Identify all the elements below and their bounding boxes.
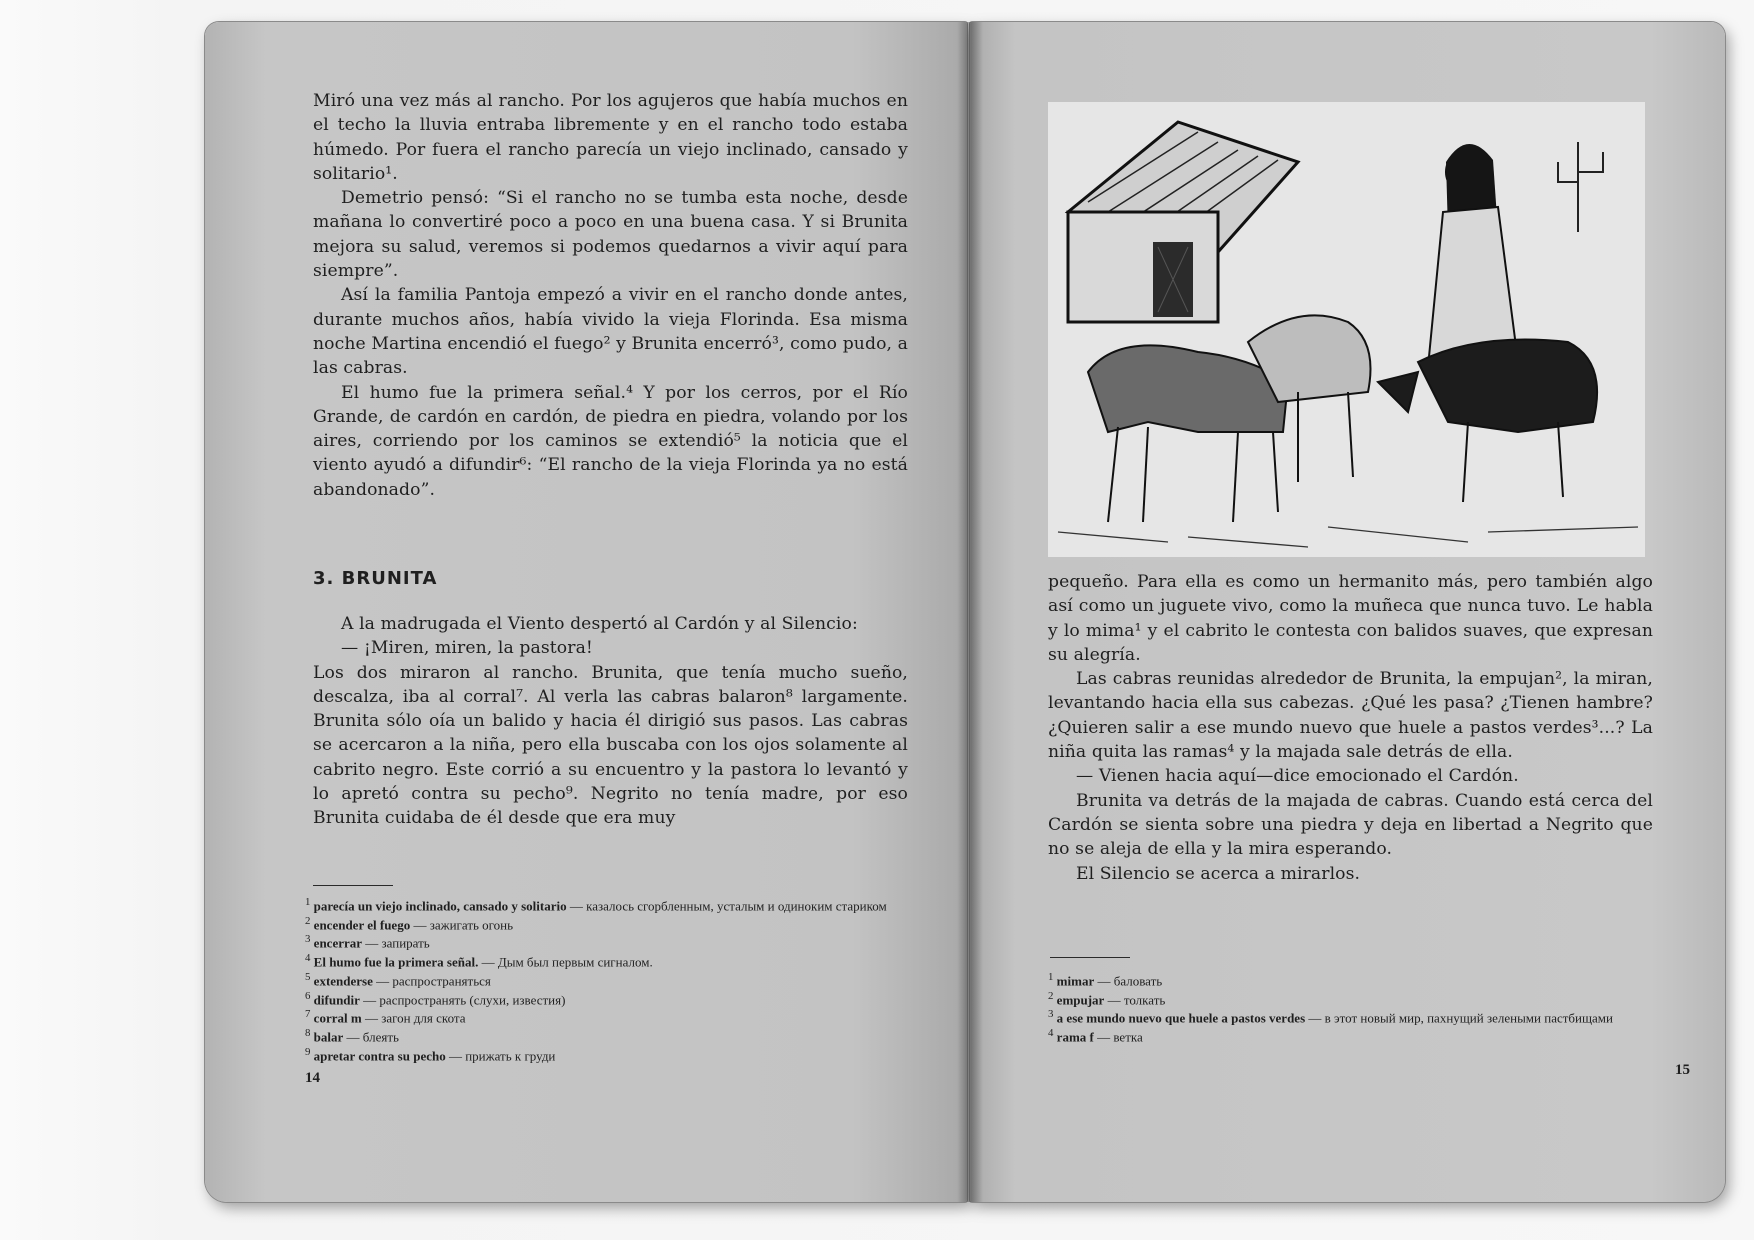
footnote: $^1$ parecía un viejo inclinado, cansado y solitario — казалось сгорбленным, усталым и одиноким стариком: [305, 896, 887, 914]
footnote: $^4$ El humo fue la primera señal. — Дым был первым сигналом.: [305, 952, 653, 970]
paragraph: — Vienen hacia aquí—dice emocionado el Cardón.: [1076, 766, 1519, 787]
footnote: $^6$ difundir — распространять (слухи, известия): [305, 989, 566, 1007]
goats-and-shepherd-girl-illustration: [1048, 102, 1645, 557]
paragraph: — ¡Miren, miren, la pastora!: [341, 638, 593, 659]
paragraph: pequeño. Para ella es como un hermanito más, pero también algo así como un juguete vivo, como la muñeca que nunca tuvo. Le habla y lo mima¹ y el cabrito le contesta con balidos suaves, que expresan su alegría.: [1048, 572, 1653, 665]
left-footnotes: [305, 895, 905, 1064]
footnote-rule: [313, 885, 393, 886]
footnote: $^1$ mimar — баловать: [1048, 971, 1163, 989]
left-page-text: [313, 89, 908, 502]
footnote: $^3$ a ese mundo nuevo que huele a pastos verdes — в этот новый мир, пахнущий зелеными пастбищами: [1048, 1008, 1613, 1026]
footnote: $^7$ corral m — загон для скота: [305, 1008, 466, 1026]
paragraph: El Silencio se acerca a mirarlos.: [1076, 863, 1361, 884]
paragraph: Así la familia Pantoja empezó a vivir en el rancho donde antes, durante muchos años, había vivido la vieja Florinda. Esa misma noche Martina encendió el fuego² y Brunita encerró³, como pudo, a las cabras.: [313, 285, 908, 379]
footnote: $^5$ extenderse — распространяться: [305, 970, 491, 989]
paragraph: Demetrio pensó: “Si el rancho no se tumba esta noche, desde mañana lo convertiré poco a poco en una buena casa. Y si Brunita mejora su salud, veremos si podemos quedarnos a vivir aquí para siempre”.: [313, 188, 908, 282]
paragraph: El humo fue la primera señal.⁴ Y por los cerros, por el Río Grande, de cardón en cardón, de piedra en piedra, volando por los aires, corriendo por los caminos se extendió⁵ la noticia que el viento ayudó a difundir⁶: “El rancho de la vieja Florinda ya no está abandonado”.: [313, 382, 908, 500]
paragraph: Las cabras reunidas alrededor de Brunita, la empujan², la miran, levantando hacia ella sus cabezas. ¿Qué les pasa? ¿Tienen hambre? ¿Quieren salir a ese mundo nuevo que huele a pastos verdes³...? La niña quita las ramas⁴ y la majada sale detrás de ella.: [1048, 669, 1653, 763]
illustration-drawing: [1048, 102, 1645, 557]
footnote: $^2$ encender el fuego — зажигать огонь: [305, 914, 514, 933]
footnote: $^3$ encerrar — запирать: [305, 933, 430, 951]
page-number: 15: [1675, 1062, 1690, 1078]
footnote-rule: [1050, 957, 1130, 958]
chapter-text: [313, 612, 908, 831]
left-page: [205, 22, 967, 1202]
footnote: $^9$ apretar contra su pecho — прижать к груди: [305, 1045, 556, 1064]
footnote: $^4$ rama f — ветка: [1048, 1027, 1143, 1045]
right-page: [970, 22, 1725, 1202]
chapter-title: 3. BRUNITA: [313, 568, 438, 589]
right-page-text: [1048, 570, 1653, 886]
paragraph: Brunita va detrás de la majada de cabras. Cuando está cerca del Cardón se sienta sobre una piedra y deja en libertad a Negrito que no se aleja de ella y la mira esperando.: [1048, 790, 1653, 860]
footnote: $^8$ balar — блеять: [305, 1027, 399, 1045]
right-footnotes: [1048, 970, 1688, 1045]
open-book: [205, 22, 1725, 1207]
paragraph: Miró una vez más al rancho. Por los agujeros que había muchos en el techo la lluvia entraba libremente y en el rancho todo estaba húmedo. Por fuera el rancho parecía un viejo inclinado, cansado y solitario¹.: [313, 91, 908, 184]
footnote: $^2$ empujar — толкать: [1048, 989, 1166, 1008]
paragraph: Los dos miraron al rancho. Brunita, que tenía mucho sueño, descalza, iba al corral⁷. Al verla las cabras balaron⁸ largamente. Brunita sólo oía un balido y hacia él dirigió sus pasos. Las cabras se acercaron a la niña, pero ella buscaba con los ojos solamente al cabrito negro. Este corrió a su encuentro y la pastora lo levantó y lo apretó contra su pecho⁹. Negrito no tenía madre, por eso Brunita cuidaba de él desde que era muy: [313, 662, 908, 829]
page-number: 14: [305, 1070, 320, 1086]
paragraph: A la madrugada el Viento despertó al Cardón y al Silencio:: [341, 614, 858, 634]
